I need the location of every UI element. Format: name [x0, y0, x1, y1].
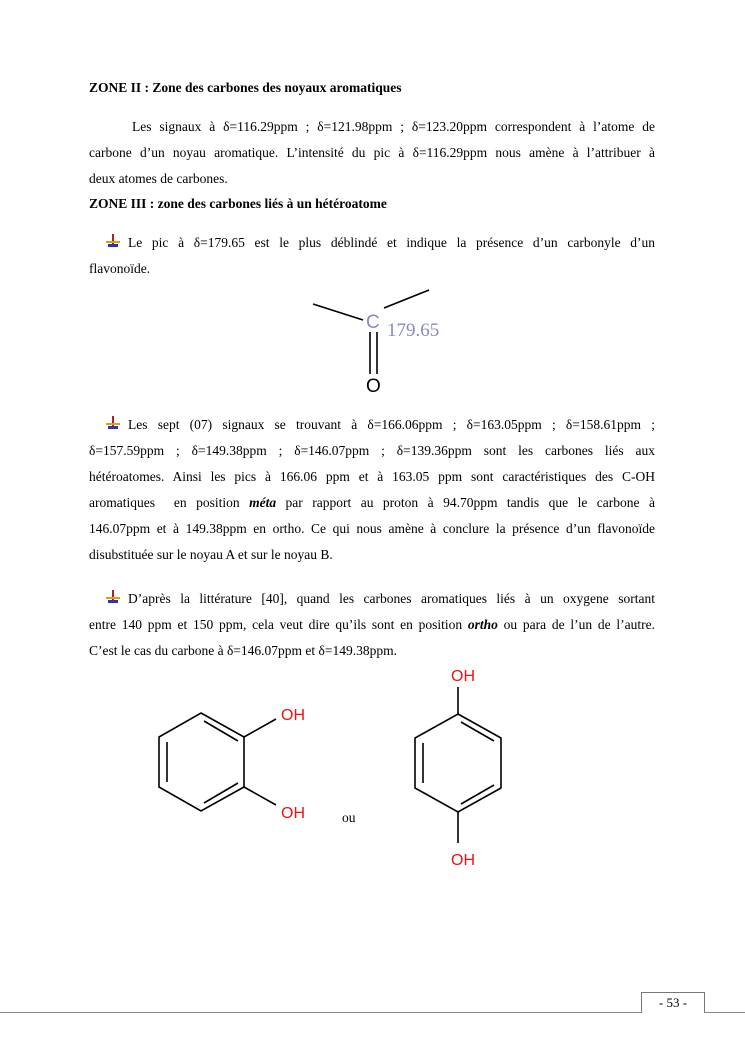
or-connector: ou — [342, 810, 356, 825]
zone2-line-1: Les signaux à δ=116.29ppm ; δ=121.98ppm ; δ=123.20ppm correspondent à l’atome de — [132, 119, 655, 134]
catechol-ring — [159, 713, 244, 811]
carbonyl-oxygen-label: O — [366, 376, 381, 397]
bullet3-paragraph — [89, 586, 655, 664]
bullet1-text-1: Le pic à δ=179.65 est le plus déblindé et indique la présence d’un carbonyle d’un — [128, 235, 655, 250]
catechol-structure — [150, 695, 320, 825]
carbonyl-bond-left — [313, 304, 363, 320]
zone3-heading: ZONE III : zone des carbones liés à un hétéroatome — [89, 196, 387, 211]
catechol-oh-bond-bottom — [244, 787, 276, 805]
bullet3-line-1 — [89, 586, 655, 612]
page-number: - 53 - — [641, 992, 705, 1013]
hydroquinone-ring — [415, 714, 501, 812]
bullet2-paragraph — [89, 412, 655, 568]
meta-emphasis: méta — [249, 495, 277, 510]
carbonyl-bond-right — [384, 290, 429, 308]
bullet3-line-2 — [89, 612, 655, 638]
bullet3-line-2-pre: entre 140 ppm et 150 ppm, cela veut dire qu’ils sont en position — [89, 617, 468, 632]
ortho-emphasis: ortho — [467, 617, 498, 632]
bullet-marker-icon — [106, 416, 120, 430]
bullet3-line-3: C’est le cas du carbone à δ=146.07ppm et δ=149.38ppm. — [89, 643, 398, 658]
bullet1-paragraph — [89, 230, 655, 282]
zone2-line-3: deux atomes de carbones. — [89, 171, 228, 186]
hydroquinone-oh-top-label: OH — [451, 668, 475, 685]
hydroquinone-oh-bottom-label: OH — [451, 852, 475, 869]
bullet2-line-6: disubstituée sur le noyau A et sur le noyau B. — [89, 547, 333, 562]
bullet2-line-1 — [89, 412, 655, 438]
bullet2-line-4 — [89, 490, 655, 516]
bullet1-line-1 — [89, 230, 655, 256]
bullet2-line-5: 146.07ppm et à 149.38ppm en ortho. Ce qui nous amène à conclure la présence d’un flavonoïde — [89, 521, 655, 536]
zone2-paragraph — [89, 114, 655, 192]
hydroquinone-structure — [400, 663, 520, 873]
catechol-oh-bond-top — [244, 719, 276, 737]
bullet2-line-4-pre: aromatiques en position — [89, 495, 250, 510]
catechol-oh-bottom-label: OH — [281, 805, 305, 822]
bullet2-line-2: δ=157.59ppm ; δ=149.38ppm ; δ=146.07ppm ; δ=139.36ppm sont les carbones liés aux — [89, 443, 655, 458]
bullet1-line-2: flavonoïde. — [89, 261, 151, 276]
zone2-heading: ZONE II : Zone des carbones des noyaux aromatiques — [89, 80, 402, 95]
bullet3-text-1: D’après la littérature [40], quand les carbones aromatiques liés à un oxygene sortant — [128, 591, 655, 606]
bullet2-line-4-post: par rapport au proton à 94.70ppm tandis que le carbone à — [276, 495, 655, 510]
carbonyl-carbon-label: C — [366, 312, 380, 333]
bullet3-line-2-post: ou para de l’un de l’autre. — [497, 617, 656, 632]
bullet2-line-3: hétéroatomes. Ainsi les pics à 166.06 ppm et à 163.05 ppm sont caractéristiques des C-OH — [89, 469, 655, 484]
footer-rule — [0, 1012, 745, 1013]
zone2-line-2: carbone d’un noyau aromatique. L’intensité du pic à δ=116.29ppm nous amène à l’attribuer à — [89, 145, 655, 160]
bullet-marker-icon — [106, 590, 120, 604]
carbonyl-structure — [300, 284, 460, 399]
carbonyl-shift-label: 179.65 — [387, 320, 440, 341]
bullet-marker-icon — [106, 234, 120, 248]
bullet2-text-1: Les sept (07) signaux se trouvant à δ=166.06ppm ; δ=163.05ppm ; δ=158.61ppm ; — [128, 417, 655, 432]
catechol-oh-top-label: OH — [281, 707, 305, 724]
